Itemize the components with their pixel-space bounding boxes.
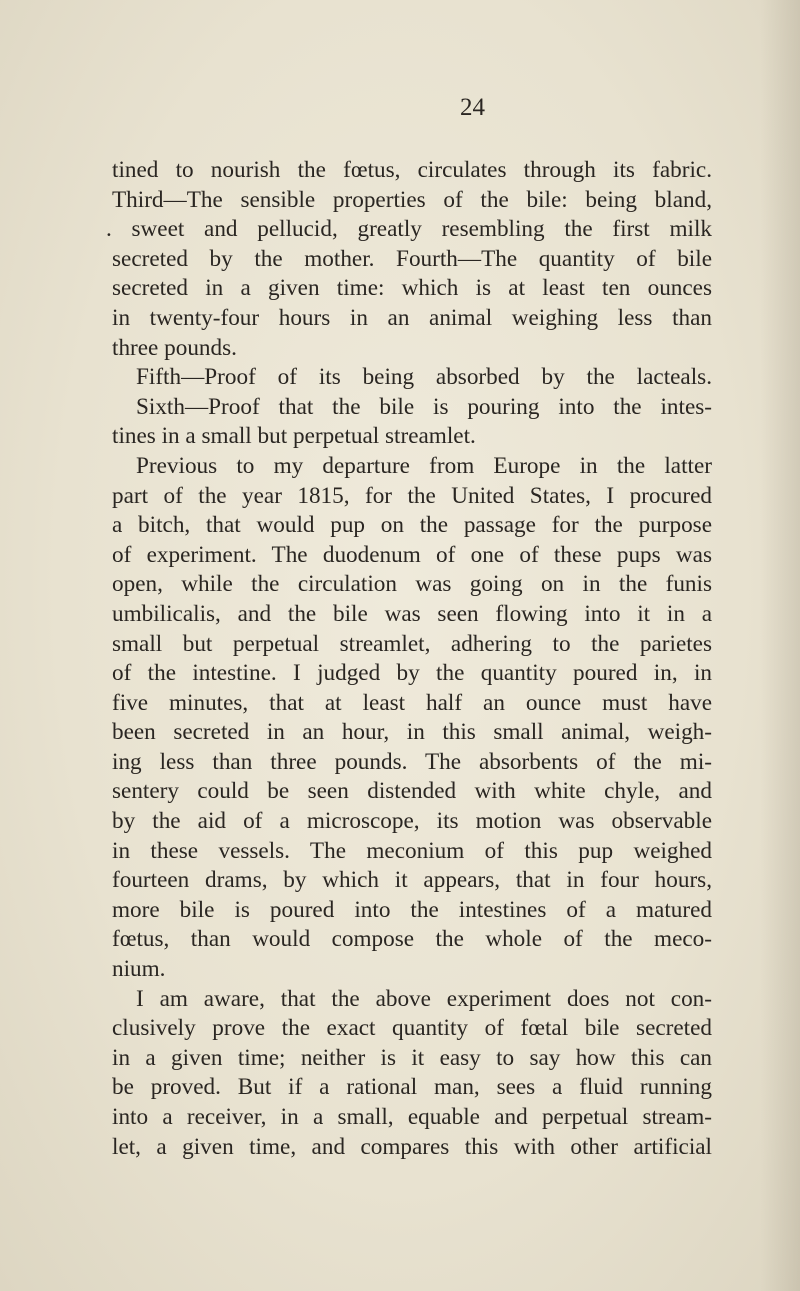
text-line: Third—The sensible properties of the bile: being bland, xyxy=(112,186,712,213)
text-line: more bile is poured into the intestines of a matured xyxy=(112,896,712,923)
text-line: into a receiver, in a small, equable and perpetual stream- xyxy=(112,1104,712,1130)
text-line: fœtus, than would compose the whole of the meco- xyxy=(112,926,712,953)
text-line: ing less than three pounds. The absorbents of the mi- xyxy=(112,748,712,775)
text-line: secreted by the mother. Fourth—The quantity of bile xyxy=(112,245,712,272)
text-line: be proved. But if a rational man, sees a fluid running xyxy=(112,1074,712,1101)
text-line: clusively prove the exact quantity of fœtal bile secreted xyxy=(112,1015,712,1042)
text-line: Previous to my departure from Europe in the latter xyxy=(136,452,712,479)
text-line: part of the year 1815, for the United States, I procured xyxy=(112,482,712,509)
text-line: small but perpetual streamlet, adhering to the parietes xyxy=(112,630,712,657)
text-line: of the intestine. I judged by the quantity poured in, in xyxy=(112,660,712,687)
text-line: a bitch, that would pup on the passage for the purpose xyxy=(112,512,712,539)
text-line: in twenty-four hours in an animal weighing less than xyxy=(112,304,712,331)
text-line: in these vessels. The meconium of this pup weighed xyxy=(112,837,712,864)
text-line: tines in a small but perpetual streamlet. xyxy=(112,423,476,450)
text-line: Sixth—Proof that the bile is pouring into the intes- xyxy=(136,393,712,420)
text-line: five minutes, that at least half an ounce must have xyxy=(112,689,712,716)
text-line: tined to nourish the fœtus, circulates through its fabric. xyxy=(112,157,712,183)
text-line: secreted in a given time: which is at least ten ounces xyxy=(112,275,712,302)
text-line: been secreted in an hour, in this small animal, weigh- xyxy=(112,719,712,746)
page-number: 24 xyxy=(460,94,485,121)
text-line: I am aware, that the above experiment does not con- xyxy=(136,985,712,1012)
text-line: three pounds. xyxy=(112,334,237,361)
text-line: nium. xyxy=(112,956,166,983)
body-text xyxy=(106,156,712,1162)
text-line: umbilicalis, and the bile was seen flowing into it in a xyxy=(112,600,712,627)
page-edge-shadow xyxy=(760,0,800,1291)
text-line: of experiment. The duodenum of one of these pups was xyxy=(112,541,712,568)
text-line: . sweet and pellucid, greatly resembling the first milk xyxy=(106,216,712,243)
text-line: fourteen drams, by which it appears, that in four hours, xyxy=(112,867,712,894)
text-line: sentery could be seen distended with white chyle, and xyxy=(112,778,712,805)
text-line: by the aid of a microscope, its motion was observable xyxy=(112,808,712,835)
text-line: let, a given time, and compares this with other artificial xyxy=(112,1133,712,1160)
text-line: open, while the circulation was going on in the funis xyxy=(112,571,712,598)
text-line: Fifth—Proof of its being absorbed by the lacteals. xyxy=(136,364,712,391)
text-line: in a given time; neither is it easy to say how this can xyxy=(112,1044,712,1071)
